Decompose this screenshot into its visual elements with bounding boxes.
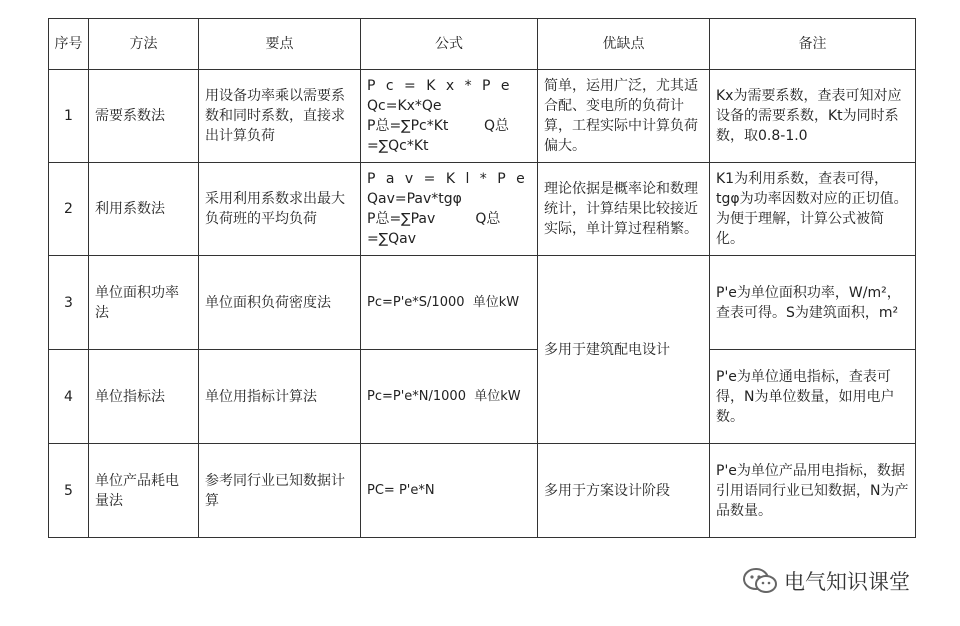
- formula-cell: [361, 444, 538, 538]
- header-row: [49, 19, 916, 70]
- header-seq: 序号: [49, 19, 89, 70]
- note-cell: P'e为单位通电指标，查表可得，N为单位数量，如用电户数。: [710, 350, 916, 444]
- formula-cell: [361, 256, 538, 350]
- method-cell: 单位产品耗电量法: [89, 444, 199, 538]
- formula-line: Qav=Pav*tgφ: [367, 191, 462, 207]
- note-cell: Kx为需要系数，查表可知对应设备的需要系数，Kt为同时系数，取0.8-1.0: [710, 70, 916, 163]
- note-cell: P'e为单位产品用电指标，数据引用语同行业已知数据，N为产品数量。: [710, 444, 916, 538]
- key-cell: 单位面积负荷密度法: [199, 256, 361, 350]
- note-cell: P'e为单位面积功率，W/m²，查表可得。S为建筑面积，m²: [710, 256, 916, 350]
- formula-line: P总=∑Pc*Kt Q总: [367, 118, 510, 134]
- load-calc-table: [48, 18, 916, 538]
- note-cell: K1为利用系数，查表可得，tgφ为功率因数对应的正切值。为便于理解，计算公式被简化。: [710, 163, 916, 256]
- seq-cell: 3: [49, 256, 89, 350]
- seq-cell: 2: [49, 163, 89, 256]
- table-row: [49, 350, 916, 444]
- watermark-text: 电气知识课堂: [784, 570, 910, 594]
- formula-line: =∑Qc*Kt: [367, 138, 429, 154]
- header-pros: 优缺点: [538, 19, 710, 70]
- method-cell: 单位面积功率法: [89, 256, 199, 350]
- table-row: [49, 70, 916, 163]
- method-cell: 需要系数法: [89, 70, 199, 163]
- formula-line: P a v = K l * P e: [367, 171, 528, 187]
- watermark: [742, 566, 910, 596]
- formula-line: =∑Qav: [367, 231, 417, 247]
- key-cell: 用设备功率乘以需要系数和同时系数，直接求出计算负荷: [199, 70, 361, 163]
- pros-cell: 多用于建筑配电设计: [538, 256, 710, 444]
- table-row: [49, 444, 916, 538]
- formula-line: P c = K x * P e: [367, 78, 513, 94]
- pros-cell: 理论依据是概率论和数理统计，计算结果比较接近实际，单计算过程稍繁。: [538, 163, 710, 256]
- formula-line: Pc=P'e*N/1000 单位kW: [367, 388, 521, 404]
- formula-cell: [361, 163, 538, 256]
- key-cell: 采用利用系数求出最大负荷班的平均负荷: [199, 163, 361, 256]
- table-row: [49, 256, 916, 350]
- formula-line: PC= P'e*N: [367, 482, 435, 498]
- seq-cell: 4: [49, 350, 89, 444]
- key-cell: 参考同行业已知数据计算: [199, 444, 361, 538]
- header-formula: 公式: [361, 19, 538, 70]
- formula-cell: [361, 70, 538, 163]
- header-key: 要点: [199, 19, 361, 70]
- key-cell: 单位用指标计算法: [199, 350, 361, 444]
- pros-cell: 简单，运用广泛，尤其适合配、变电所的负荷计算，工程实际中计算负荷偏大。: [538, 70, 710, 163]
- table-row: [49, 163, 916, 256]
- formula-line: Qc=Kx*Qe: [367, 98, 442, 114]
- seq-cell: 5: [49, 444, 89, 538]
- formula-cell: [361, 350, 538, 444]
- method-cell: 单位指标法: [89, 350, 199, 444]
- formula-line: P总=∑Pav Q总: [367, 211, 501, 227]
- header-method: 方法: [89, 19, 199, 70]
- wechat-icon: [742, 567, 778, 595]
- pros-cell: 多用于方案设计阶段: [538, 444, 710, 538]
- method-cell: 利用系数法: [89, 163, 199, 256]
- header-note: 备注: [710, 19, 916, 70]
- formula-line: Pc=P'e*S/1000 单位kW: [367, 294, 520, 310]
- seq-cell: 1: [49, 70, 89, 163]
